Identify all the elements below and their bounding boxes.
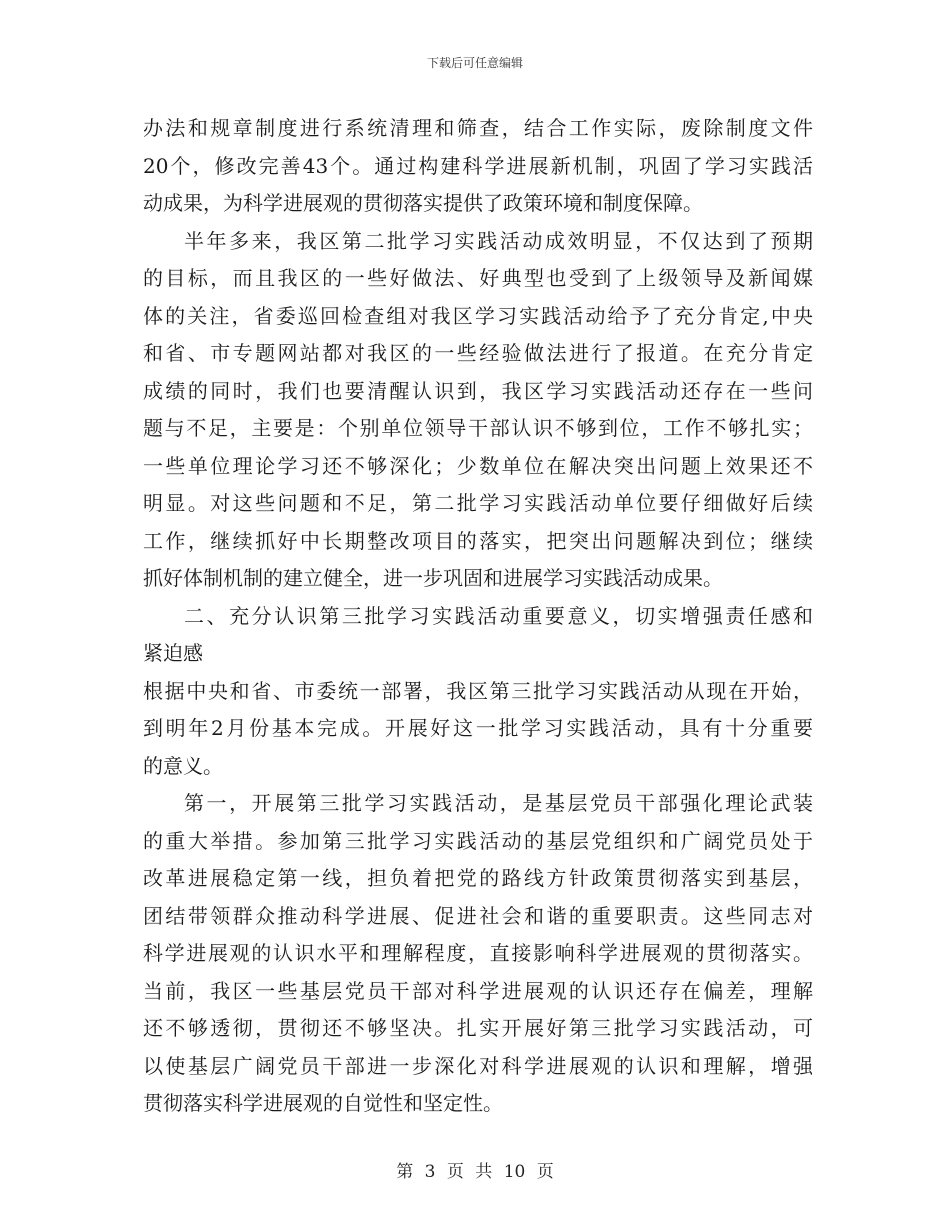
- text-line: 团结带领群众推动科学进展、促进社会和谐的重要职责。这些同志对: [143, 903, 813, 928]
- text-line: 当前，我区一些基层党员干部对科学进展观的认识还存在偏差，理解: [143, 978, 813, 1003]
- text-line: 贯彻落实科学进展观的自觉性和坚定性。: [143, 1091, 503, 1115]
- text-line: 科学进展观的认识水平和理解程度，直接影响科学进展观的贯彻落实。: [143, 941, 813, 965]
- text-line: 一些单位理论学习还不够深化；少数单位在解决突出问题上效果还不: [143, 453, 813, 478]
- document-body: [143, 110, 813, 1123]
- text-line: 的目标，而且我区的一些好做法、好典型也受到了上级领导及新闻媒: [143, 266, 813, 290]
- text-line: 工作，继续抓好中长期整改项目的落实，把突出问题解决到位；继续: [143, 528, 813, 553]
- text-line: 半年多来，我区第二批学习实践活动成效明显，不仅达到了预期: [184, 228, 813, 253]
- text-line: 抓好体制机制的建立健全，进一步巩固和进展学习实践活动成果。: [143, 566, 723, 590]
- text-line: 体的关注，省委巡回检查组对我区学习实践活动给予了充分肯定,中央: [143, 303, 813, 328]
- text-line: 题与不足，主要是：个别单位领导干部认识不够到位，工作不够扎实；: [143, 416, 813, 440]
- text-line: 20个，修改完善43个。通过构建科学进展新机制，巩固了学习实践活: [143, 153, 813, 178]
- text-line: 和省、市专题网站都对我区的一些经验做法进行了报道。在充分肯定: [143, 341, 813, 365]
- text-line: 紧迫感: [143, 641, 203, 665]
- text-line: 根据中央和省、市委统一部署，我区第三批学习实践活动从现在开始，: [143, 678, 813, 703]
- page-number-footer: 第 3 页 共 10 页: [396, 1162, 554, 1182]
- text-line: 还不够透彻，贯彻还不够坚决。扎实开展好第三批学习实践活动，可: [143, 1016, 813, 1040]
- text-line: 的意义。: [143, 753, 223, 778]
- text-line: 二、充分认识第三批学习实践活动重要意义，切实增强责任感和: [184, 603, 813, 628]
- text-line: 办法和规章制度进行系统清理和筛查，结合工作实际，废除制度文件: [143, 116, 813, 140]
- text-line: 以使基层广阔党员干部进一步深化对科学进展观的认识和理解，增强: [143, 1053, 813, 1078]
- text-line: 的重大举措。参加第三批学习实践活动的基层党组织和广阔党员处于: [143, 828, 813, 853]
- text-line: 改革进展稳定第一线，担负着把党的路线方针政策贯彻落实到基层，: [143, 866, 813, 890]
- text-line: 第一，开展第三批学习实践活动，是基层党员干部强化理论武装: [184, 791, 813, 815]
- text-line: 明显。对这些问题和不足，第二批学习实践活动单位要仔细做好后续: [143, 491, 813, 515]
- page-header-note: 下载后可任意编辑: [426, 56, 523, 70]
- text-line: 成绩的同时，我们也要清醒认识到，我区学习实践活动还存在一些问: [143, 378, 813, 403]
- text-line: 到明年2月份基本完成。开展好这一批学习实践活动，具有十分重要: [143, 716, 813, 740]
- text-line: 动成果，为科学进展观的贯彻落实提供了政策环境和制度保障。: [143, 191, 703, 215]
